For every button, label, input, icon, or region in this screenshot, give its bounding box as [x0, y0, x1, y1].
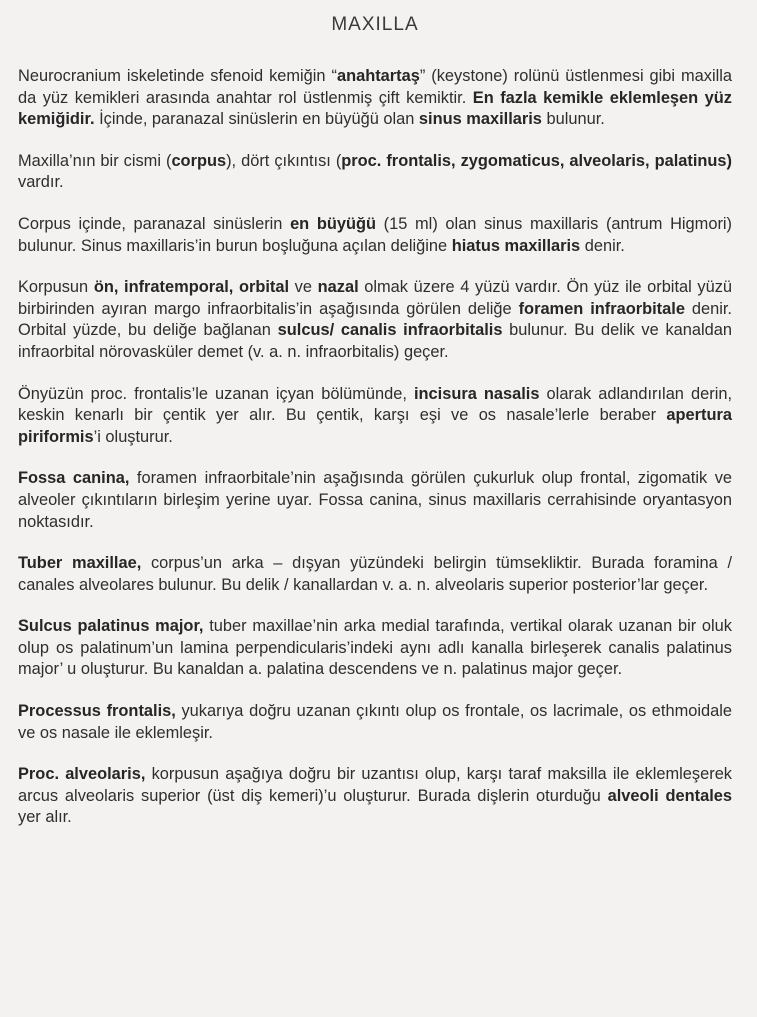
bold-term: foramen infraorbitale	[518, 299, 685, 318]
paragraph	[18, 66, 732, 131]
paragraph	[18, 214, 732, 257]
bold-term: Fossa canina,	[18, 469, 130, 488]
text-run: (15 ml) olan sinus maxillaris (antrum Higmori) bulunur. Sinus maxillaris’in burun boşluğuna açılan deliğine	[18, 214, 732, 255]
text-run: Neurocranium iskeletinde sfenoid kemiğin “	[18, 67, 337, 85]
paragraph	[18, 151, 732, 194]
text-run: vardır.	[18, 173, 64, 192]
bold-term: hiatus maxillaris	[451, 236, 581, 255]
text-run: ve	[289, 278, 318, 297]
bold-term: Tuber maxillae,	[18, 554, 142, 573]
bold-term: incisura nasalis	[413, 384, 540, 403]
text-run: ), dört çıkıntısı (	[226, 151, 342, 170]
text-run: yer alır.	[18, 808, 72, 827]
bold-term: nazal	[317, 278, 359, 297]
bold-term: Processus frontalis,	[18, 702, 176, 721]
text-run: foramen infraorbitale’nin aşağısında görülen çukurluk olup frontal, zigomatik ve alveoler çıkıntıların birleşim yerine uyar. Fossa canina, sinus maxillaris cerrahisinde oryantasyon noktasıdır.	[18, 469, 733, 531]
bold-term: corpus	[171, 151, 227, 170]
bold-term: alveoli dentales	[607, 786, 732, 805]
text-run: denir. Orbital yüzde, bu deliğe bağlanan	[18, 299, 732, 340]
bold-term: anahtartaş	[336, 67, 420, 85]
text-run: Corpus içinde, paranazal sinüslerin	[18, 214, 291, 233]
text-run: ’i oluşturur.	[93, 427, 173, 446]
bold-term: ön, infratemporal, orbital	[93, 278, 290, 297]
bold-term: Proc. alveolaris,	[18, 765, 146, 784]
paragraph	[18, 277, 732, 363]
text-run: yukarıya doğru uzanan çıkıntı olup os frontale, os lacrimale, os ethmoidale ve os nasale ile eklemleşir.	[18, 702, 732, 742]
text-run: tuber maxillae’nin arka medial tarafında, vertikal olarak uzanan bir oluk olup os palatinum’un lamina perpendicularis’indeki aynı adlı kanalla birleşerek canalis palatinus major’ u oluşturur. Bu kanaldan a. palatina descendens ve n. palatinus major geçer.	[18, 617, 732, 679]
text-run: denir.	[580, 236, 625, 255]
bold-term: en büyüğü	[290, 214, 377, 233]
text-run: Maxilla’nın bir cismi (	[18, 151, 172, 170]
bold-term: sinus maxillaris	[418, 110, 542, 129]
paragraph	[18, 553, 732, 596]
text-run: İçinde, paranazal sinüslerin en büyüğü olan	[94, 110, 419, 129]
bold-term: Sulcus palatinus major,	[18, 617, 204, 636]
text-run: bulunur. Bu delik ve kanaldan infraorbital nörovasküler demet (v. a. n. infraorbitalis) geçer.	[18, 321, 732, 361]
bold-term: En fazla kemikle eklemleşen yüz kemiğidir.	[18, 88, 732, 129]
text-run: korpusun aşağıya doğru bir uzantısı olup, karşı taraf maksilla ile eklemleşerek arcus alveolaris superior (üst diş kemeri)’u oluşturur. Burada dişlerin oturduğu	[18, 765, 733, 805]
paragraph	[18, 468, 732, 533]
text-run: bulunur.	[541, 110, 605, 129]
bold-term: proc. frontalis, zygomaticus, alveolaris, palatinus)	[341, 151, 732, 170]
text-run: olmak üzere 4 yüzü vardır. Ön yüz ile orbital yüzü birbirinden ayıran margo infraorbitalis’in aşağısında görülen deliğe	[18, 278, 733, 318]
document-page	[18, 14, 732, 849]
paragraph	[18, 764, 732, 829]
text-run: Korpusun	[18, 278, 94, 297]
page-title: MAXILLA	[331, 14, 419, 35]
paragraph	[18, 616, 732, 681]
document-body	[18, 66, 732, 829]
paragraph	[18, 701, 732, 744]
text-run: olarak adlandırılan derin, keskin kenarlı bir çentik yer alır. Bu çentik, karşı eşi ve os nasale’lerle beraber	[18, 384, 732, 425]
text-run: Önyüzün proc. frontalis’le uzanan içyan bölümünde,	[18, 384, 414, 403]
paragraph	[18, 384, 732, 449]
bold-term: sulcus/ canalis infraorbitalis	[277, 321, 503, 340]
text-run: corpus’un arka – dışyan yüzündeki belirgin tümsekliktir. Burada foramina / canales alveolares bulunur. Bu delik / kanallardan v. a. n. alveolaris superior posterior’lar geçer.	[18, 554, 732, 594]
bold-term: apertura piriformis	[18, 406, 732, 446]
text-run: ” (keystone) rolünü üstlenmesi gibi maxilla da yüz kemikleri arasında anahtar rol üstlenmiş çift kemiktir.	[18, 67, 732, 107]
